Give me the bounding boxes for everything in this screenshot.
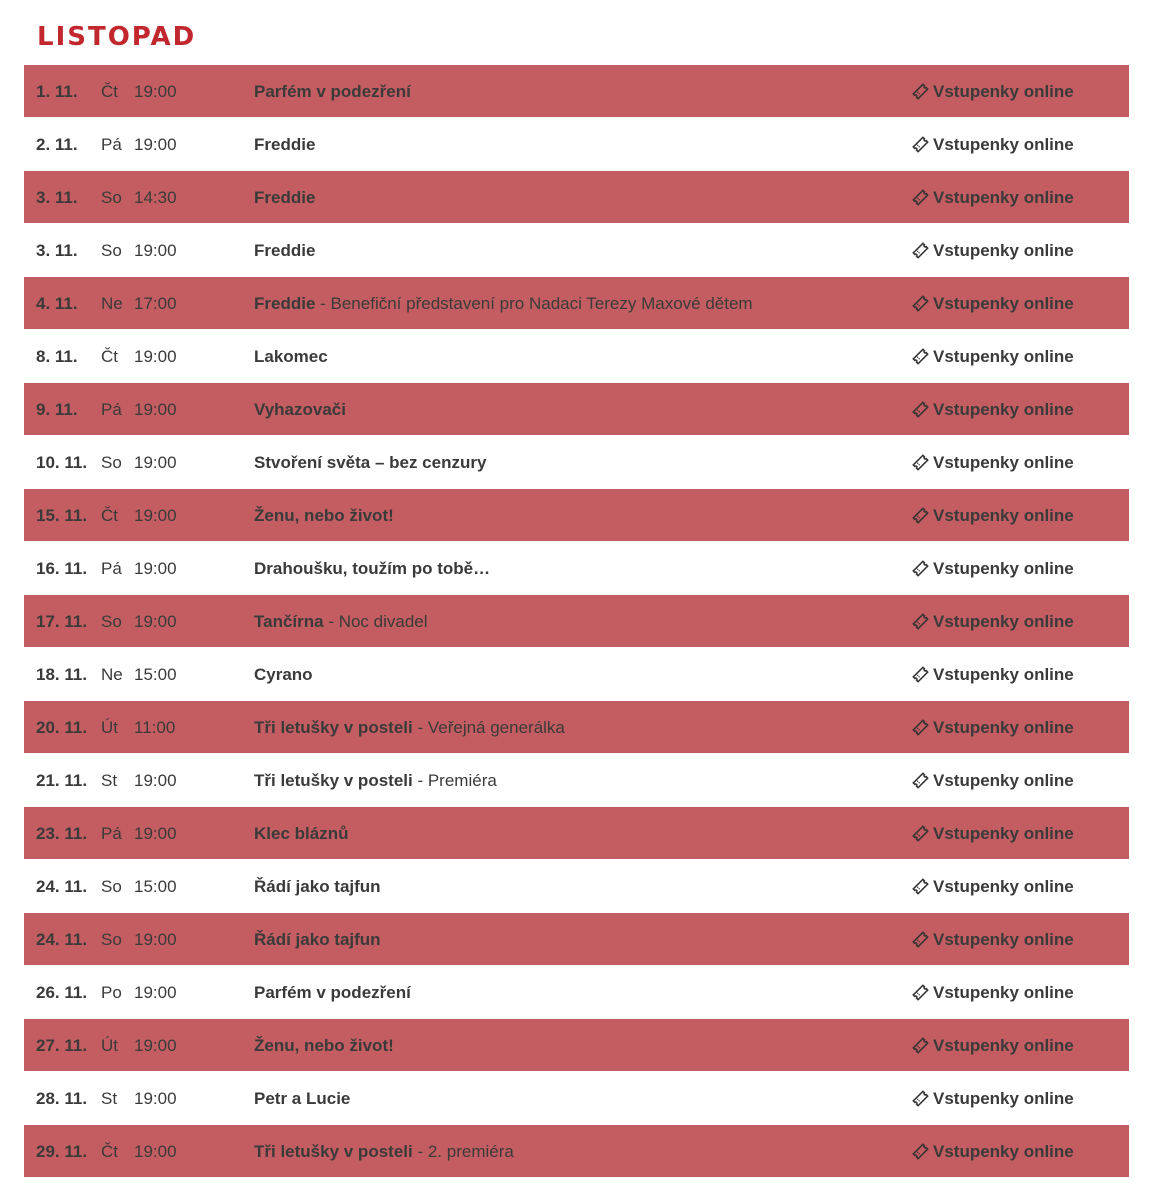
event-title-link[interactable]: Tři letušky v posteli xyxy=(254,1142,413,1161)
tickets-online-link[interactable] xyxy=(912,489,1074,542)
event-row xyxy=(24,595,1129,648)
event-day: Ne xyxy=(101,665,123,684)
event-title-cell xyxy=(254,383,346,436)
ticket-icon xyxy=(912,666,929,683)
event-title-cell xyxy=(254,436,486,489)
event-note: - 2. premiéra xyxy=(412,1142,514,1161)
event-day: So xyxy=(101,877,122,896)
ticket-label: Vstupenky online xyxy=(933,771,1074,790)
ticket-label: Vstupenky online xyxy=(933,82,1074,101)
event-day: Čt xyxy=(101,347,118,366)
event-title-cell xyxy=(254,754,497,807)
tickets-online-link[interactable] xyxy=(912,436,1074,489)
tickets-online-link[interactable] xyxy=(912,1125,1074,1178)
event-row xyxy=(24,330,1129,383)
ticket-label: Vstupenky online xyxy=(933,188,1074,207)
event-title-link[interactable]: Tři letušky v posteli xyxy=(254,771,413,790)
event-title-link[interactable]: Řádí jako tajfun xyxy=(254,877,381,896)
event-title-link[interactable]: Cyrano xyxy=(254,665,313,684)
event-title-cell xyxy=(254,118,315,171)
event-time: 19:00 xyxy=(134,347,177,366)
tickets-online-link[interactable] xyxy=(912,648,1074,701)
event-date: 21. 11. xyxy=(36,771,88,790)
ticket-label: Vstupenky online xyxy=(933,347,1074,366)
event-title-cell xyxy=(254,595,428,648)
event-day: So xyxy=(101,241,122,260)
ticket-label: Vstupenky online xyxy=(933,983,1074,1002)
ticket-label: Vstupenky online xyxy=(933,824,1074,843)
ticket-label: Vstupenky online xyxy=(933,877,1074,896)
event-date: 18. 11. xyxy=(36,665,88,684)
event-title-cell xyxy=(254,648,313,701)
ticket-icon xyxy=(912,295,929,312)
event-time: 19:00 xyxy=(134,1036,177,1055)
ticket-icon xyxy=(912,454,929,471)
ticket-label: Vstupenky online xyxy=(933,612,1074,631)
ticket-label: Vstupenky online xyxy=(933,1036,1074,1055)
event-time: 19:00 xyxy=(134,82,177,101)
event-title-cell xyxy=(254,966,411,1019)
ticket-icon xyxy=(912,772,929,789)
event-day: Pá xyxy=(101,824,122,843)
event-time: 11:00 xyxy=(134,718,176,737)
event-time: 19:00 xyxy=(134,1142,177,1161)
event-day: Pá xyxy=(101,400,122,419)
event-title-cell xyxy=(254,1125,514,1178)
ticket-icon xyxy=(912,83,929,100)
event-time: 15:00 xyxy=(134,665,177,684)
tickets-online-link[interactable] xyxy=(912,171,1074,224)
event-title-cell xyxy=(254,913,381,966)
event-row xyxy=(24,1125,1129,1178)
event-title-cell xyxy=(254,224,315,277)
ticket-icon xyxy=(912,242,929,259)
ticket-label: Vstupenky online xyxy=(933,1142,1074,1161)
event-title-cell xyxy=(254,277,753,330)
event-day: St xyxy=(101,1089,118,1108)
event-schedule xyxy=(24,65,1129,1178)
event-row xyxy=(24,860,1129,913)
event-time: 19:00 xyxy=(134,983,177,1002)
ticket-label: Vstupenky online xyxy=(933,241,1074,260)
event-time: 19:00 xyxy=(134,612,177,631)
event-title-link[interactable]: Freddie xyxy=(254,241,316,260)
event-title-cell xyxy=(254,1072,350,1125)
event-time: 17:00 xyxy=(134,294,177,313)
event-date: 16. 11. xyxy=(36,559,88,578)
event-title-link[interactable]: Parfém v podezření xyxy=(254,983,411,1002)
event-time: 19:00 xyxy=(134,400,177,419)
event-title-link[interactable]: Vyhazovači xyxy=(254,400,346,419)
event-day: St xyxy=(101,771,118,790)
event-title-link[interactable]: Ženu, nebo život! xyxy=(254,506,394,525)
tickets-online-link[interactable] xyxy=(912,966,1074,1019)
event-title-link[interactable]: Parfém v podezření xyxy=(254,82,411,101)
event-day: So xyxy=(101,453,122,472)
ticket-icon xyxy=(912,984,929,1001)
ticket-label: Vstupenky online xyxy=(933,718,1074,737)
event-title-cell xyxy=(254,489,394,542)
event-title-link[interactable]: Petr a Lucie xyxy=(254,1089,351,1108)
event-time: 19:00 xyxy=(134,930,177,949)
event-day: Čt xyxy=(101,506,118,525)
tickets-online-link[interactable] xyxy=(912,701,1074,754)
event-day: Ne xyxy=(101,294,123,313)
event-date: 4. 11. xyxy=(36,294,78,313)
event-row xyxy=(24,1072,1129,1125)
ticket-label: Vstupenky online xyxy=(933,559,1074,578)
event-time: 14:30 xyxy=(134,188,177,207)
ticket-label: Vstupenky online xyxy=(933,294,1074,313)
tickets-online-link[interactable] xyxy=(912,118,1074,171)
event-time: 19:00 xyxy=(134,771,177,790)
tickets-online-link[interactable] xyxy=(912,65,1074,118)
ticket-icon xyxy=(912,825,929,842)
event-title-cell xyxy=(254,542,490,595)
month-heading: LISTOPAD xyxy=(37,22,197,52)
event-row xyxy=(24,754,1129,807)
event-day: Út xyxy=(101,1036,118,1055)
event-title-link[interactable]: Tančírna xyxy=(254,612,324,631)
event-time: 19:00 xyxy=(134,1089,177,1108)
event-row xyxy=(24,648,1129,701)
event-title-link[interactable]: Lakomec xyxy=(254,347,328,366)
event-title-link[interactable]: Drahoušku, toužím po tobě… xyxy=(254,559,491,578)
event-date: 17. 11. xyxy=(36,612,88,631)
event-time: 19:00 xyxy=(134,824,177,843)
event-date: 2. 11. xyxy=(36,135,78,154)
ticket-label: Vstupenky online xyxy=(933,453,1074,472)
ticket-icon xyxy=(912,1090,929,1107)
ticket-icon xyxy=(912,1143,929,1160)
tickets-online-link[interactable] xyxy=(912,807,1074,860)
ticket-icon xyxy=(912,401,929,418)
event-date: 8. 11. xyxy=(36,347,78,366)
tickets-online-link[interactable] xyxy=(912,277,1074,330)
ticket-icon xyxy=(912,931,929,948)
event-row xyxy=(24,118,1129,171)
event-day: Út xyxy=(101,718,118,737)
tickets-online-link[interactable] xyxy=(912,542,1074,595)
tickets-online-link[interactable] xyxy=(912,754,1074,807)
event-row xyxy=(24,224,1129,277)
tickets-online-link[interactable] xyxy=(912,860,1074,913)
tickets-online-link[interactable] xyxy=(912,224,1074,277)
event-day: So xyxy=(101,612,122,631)
event-date: 23. 11. xyxy=(36,824,88,843)
ticket-icon xyxy=(912,613,929,630)
event-day: So xyxy=(101,188,122,207)
event-row xyxy=(24,277,1129,330)
event-title-link[interactable]: Klec bláznů xyxy=(254,824,349,843)
event-date: 24. 11. xyxy=(36,877,88,896)
tickets-online-link[interactable] xyxy=(912,1019,1074,1072)
event-title-link[interactable]: Stvoření světa – bez cenzury xyxy=(254,453,487,472)
event-date: 28. 11. xyxy=(36,1089,88,1108)
event-note: - Premiéra xyxy=(412,771,497,790)
event-day: Po xyxy=(101,983,122,1002)
ticket-icon xyxy=(912,136,929,153)
event-date: 26. 11. xyxy=(36,983,88,1002)
event-row xyxy=(24,701,1129,754)
event-row xyxy=(24,966,1129,1019)
event-title-cell xyxy=(254,65,411,118)
event-title-link[interactable]: Tři letušky v posteli xyxy=(254,718,413,737)
event-date: 27. 11. xyxy=(36,1036,88,1055)
event-row xyxy=(24,1019,1129,1072)
event-title-cell xyxy=(254,807,348,860)
event-row xyxy=(24,383,1129,436)
event-title-link[interactable]: Freddie xyxy=(254,135,316,154)
event-title-link[interactable]: Řádí jako tajfun xyxy=(254,930,381,949)
event-time: 19:00 xyxy=(134,453,177,472)
event-title-link[interactable]: Freddie xyxy=(254,188,316,207)
ticket-label: Vstupenky online xyxy=(933,506,1074,525)
event-row xyxy=(24,913,1129,966)
event-day: Čt xyxy=(101,1142,118,1161)
event-time: 19:00 xyxy=(134,135,177,154)
event-date: 29. 11. xyxy=(36,1142,88,1161)
ticket-icon xyxy=(912,719,929,736)
event-row xyxy=(24,542,1129,595)
event-title-cell xyxy=(254,1019,394,1072)
event-row xyxy=(24,489,1129,542)
ticket-label: Vstupenky online xyxy=(933,1089,1074,1108)
event-date: 24. 11. xyxy=(36,930,88,949)
tickets-online-link[interactable] xyxy=(912,383,1074,436)
event-date: 20. 11. xyxy=(36,718,88,737)
tickets-online-link[interactable] xyxy=(912,330,1074,383)
event-time: 15:00 xyxy=(134,877,177,896)
event-title-cell xyxy=(254,330,328,383)
event-title-link[interactable]: Ženu, nebo život! xyxy=(254,1036,394,1055)
event-time: 19:00 xyxy=(134,241,177,260)
event-day: Čt xyxy=(101,82,118,101)
event-title-cell xyxy=(254,860,381,913)
event-title-cell xyxy=(254,701,565,754)
ticket-icon xyxy=(912,1037,929,1054)
ticket-label: Vstupenky online xyxy=(933,400,1074,419)
ticket-icon xyxy=(912,878,929,895)
event-title-link[interactable]: Freddie xyxy=(254,294,316,313)
event-date: 10. 11. xyxy=(36,453,88,472)
ticket-icon xyxy=(912,507,929,524)
tickets-online-link[interactable] xyxy=(912,913,1074,966)
event-date: 1. 11. xyxy=(36,82,78,101)
ticket-icon xyxy=(912,189,929,206)
event-day: Pá xyxy=(101,135,122,154)
event-date: 3. 11. xyxy=(36,241,78,260)
ticket-label: Vstupenky online xyxy=(933,665,1074,684)
event-note: - Noc divadel xyxy=(323,612,428,631)
ticket-label: Vstupenky online xyxy=(933,135,1074,154)
event-date: 3. 11. xyxy=(36,188,78,207)
event-row xyxy=(24,436,1129,489)
ticket-icon xyxy=(912,560,929,577)
event-day: So xyxy=(101,930,122,949)
event-row xyxy=(24,171,1129,224)
tickets-online-link[interactable] xyxy=(912,595,1074,648)
event-title-cell xyxy=(254,171,315,224)
event-time: 19:00 xyxy=(134,506,177,525)
event-row xyxy=(24,807,1129,860)
ticket-label: Vstupenky online xyxy=(933,930,1074,949)
event-note: - Veřejná generálka xyxy=(412,718,565,737)
event-note: - Benefiční představení pro Nadaci Terezy Maxové dětem xyxy=(315,294,753,313)
tickets-online-link[interactable] xyxy=(912,1072,1074,1125)
event-time: 19:00 xyxy=(134,559,177,578)
event-date: 9. 11. xyxy=(36,400,78,419)
event-day: Pá xyxy=(101,559,122,578)
event-row xyxy=(24,65,1129,118)
ticket-icon xyxy=(912,348,929,365)
event-date: 15. 11. xyxy=(36,506,88,525)
